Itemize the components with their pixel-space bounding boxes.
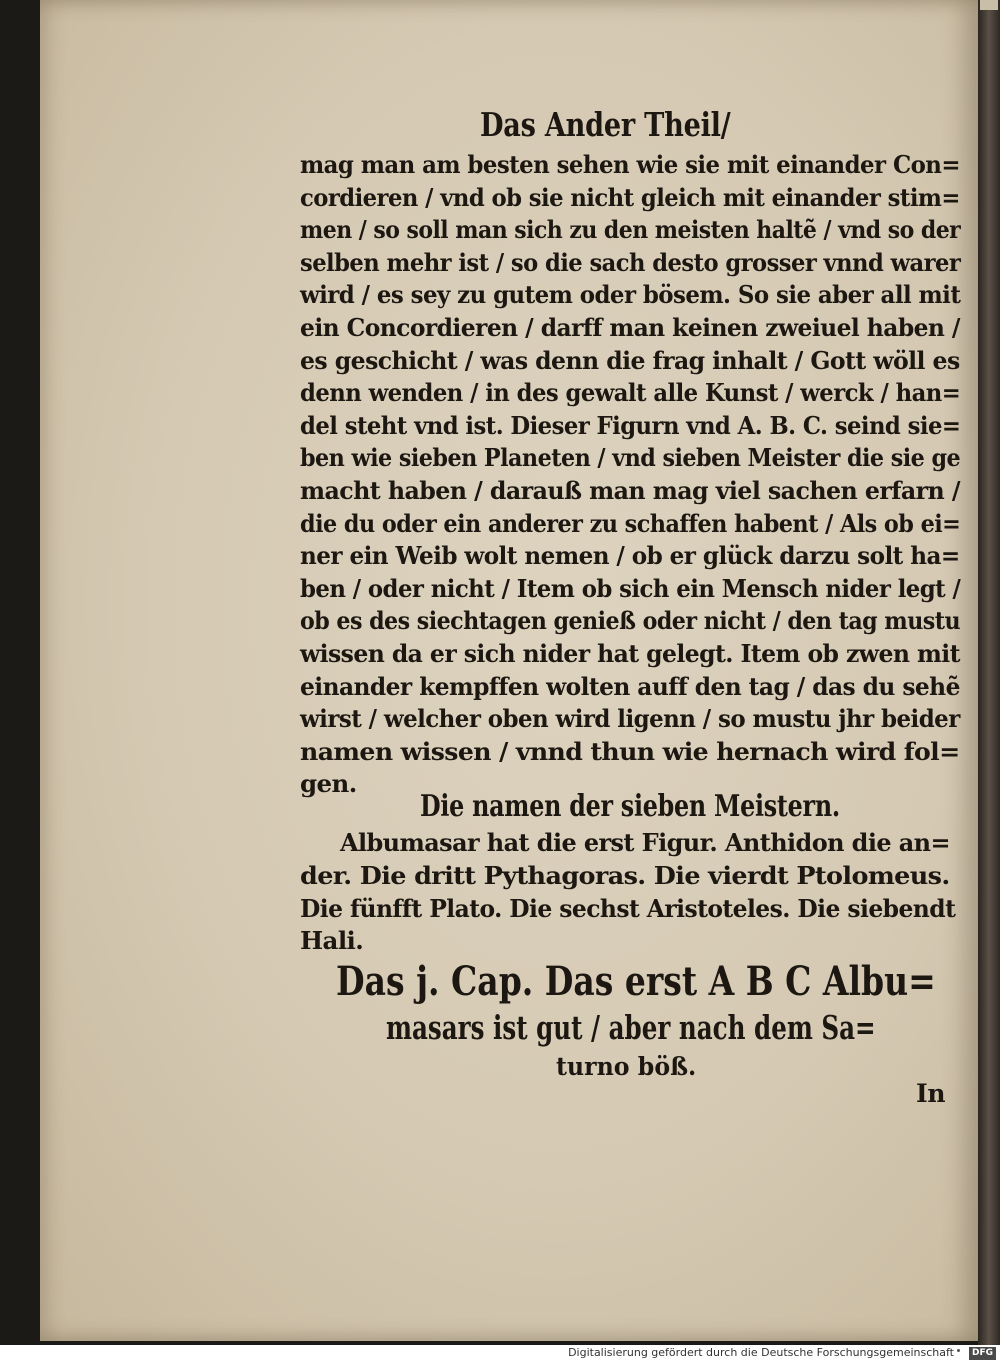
body-line: die du oder ein anderer zu schaffen habent / Als ob ei=	[300, 508, 961, 538]
body-line: denn wenden / in des gewalt alle Kunst / werck / han=	[300, 378, 961, 408]
separator-dot-icon	[957, 1349, 960, 1352]
body-line: men / so soll man sich zu den meisten haltẽ / vnd so der	[300, 215, 961, 245]
footer-credit: Digitalisierung gefördert durch die Deutsche Forschungsgemeinschaft	[568, 1346, 954, 1359]
body-line: selben mehr ist / so die sach desto grosser vnnd warer	[300, 247, 961, 277]
chapter-heading-line: Das j. Cap. Das erst A B C Albu=	[336, 958, 936, 1005]
body-line: ob es des siechtagen genieß oder nicht / den tag mustu	[300, 606, 961, 636]
body-line: wird / es sey zu gutem oder bösem. So sie aber all mit	[300, 280, 961, 310]
body-line: es geschicht / was denn die frag inhalt / Gott wöll es	[300, 345, 960, 375]
section-line: Albumasar hat die erst Figur. Anthidon die an=	[340, 828, 950, 857]
body-line: ben wie sieben Planeten / vnd sieben Meister die sie ge	[300, 443, 961, 473]
body-line: del steht vnd ist. Dieser Figurn vnd A. B. C. seind sie=	[300, 410, 961, 440]
body-line: wirst / welcher oben wird ligenn / so mustu jhr beider	[300, 704, 960, 734]
page-corner	[980, 0, 998, 10]
body-line: ben / oder nicht / Item ob sich ein Mensch nider legt /	[300, 573, 961, 603]
section-line: der. Die dritt Pythagoras. Die vierdt Ptolomeus.	[300, 861, 950, 890]
body-line: namen wissen / vnnd thun wie hernach wird fol=	[300, 736, 960, 766]
running-head: Das Ander Theil/	[480, 105, 731, 144]
body-line: macht haben / darauß man mag viel sachen erfarn /	[300, 476, 960, 505]
book-edge	[978, 0, 1000, 1345]
body-line: ner ein Weib wolt nemen / ob er glück darzu solt ha=	[300, 541, 960, 571]
chapter-heading-line: turno böß.	[556, 1052, 697, 1081]
body-line: cordieren / vnd ob sie nicht gleich mit einander stim=	[300, 182, 960, 212]
section-line: Die fünfft Plato. Die sechst Aristoteles. Die siebendt	[300, 894, 956, 923]
body-line: wissen da er sich nider hat gelegt. Item ob zwen mit	[300, 639, 960, 668]
footer-bar	[0, 1345, 1000, 1363]
chapter-heading-line: masars ist gut / aber nach dem Sa=	[386, 1008, 876, 1047]
dfg-logo: DFG	[969, 1347, 996, 1360]
body-line: ein Concordieren / darff man keinen zweiuel haben /	[300, 313, 960, 342]
section-heading: Die namen der sieben Meistern.	[420, 789, 840, 824]
body-line: gen.	[300, 769, 357, 799]
body-line: mag man am besten sehen wie sie mit einander Con=	[300, 150, 960, 179]
body-line: einander kempffen wolten auff den tag / das du sehẽ	[300, 671, 960, 701]
section-line: Hali.	[300, 926, 364, 955]
catchword: In	[916, 1079, 946, 1108]
